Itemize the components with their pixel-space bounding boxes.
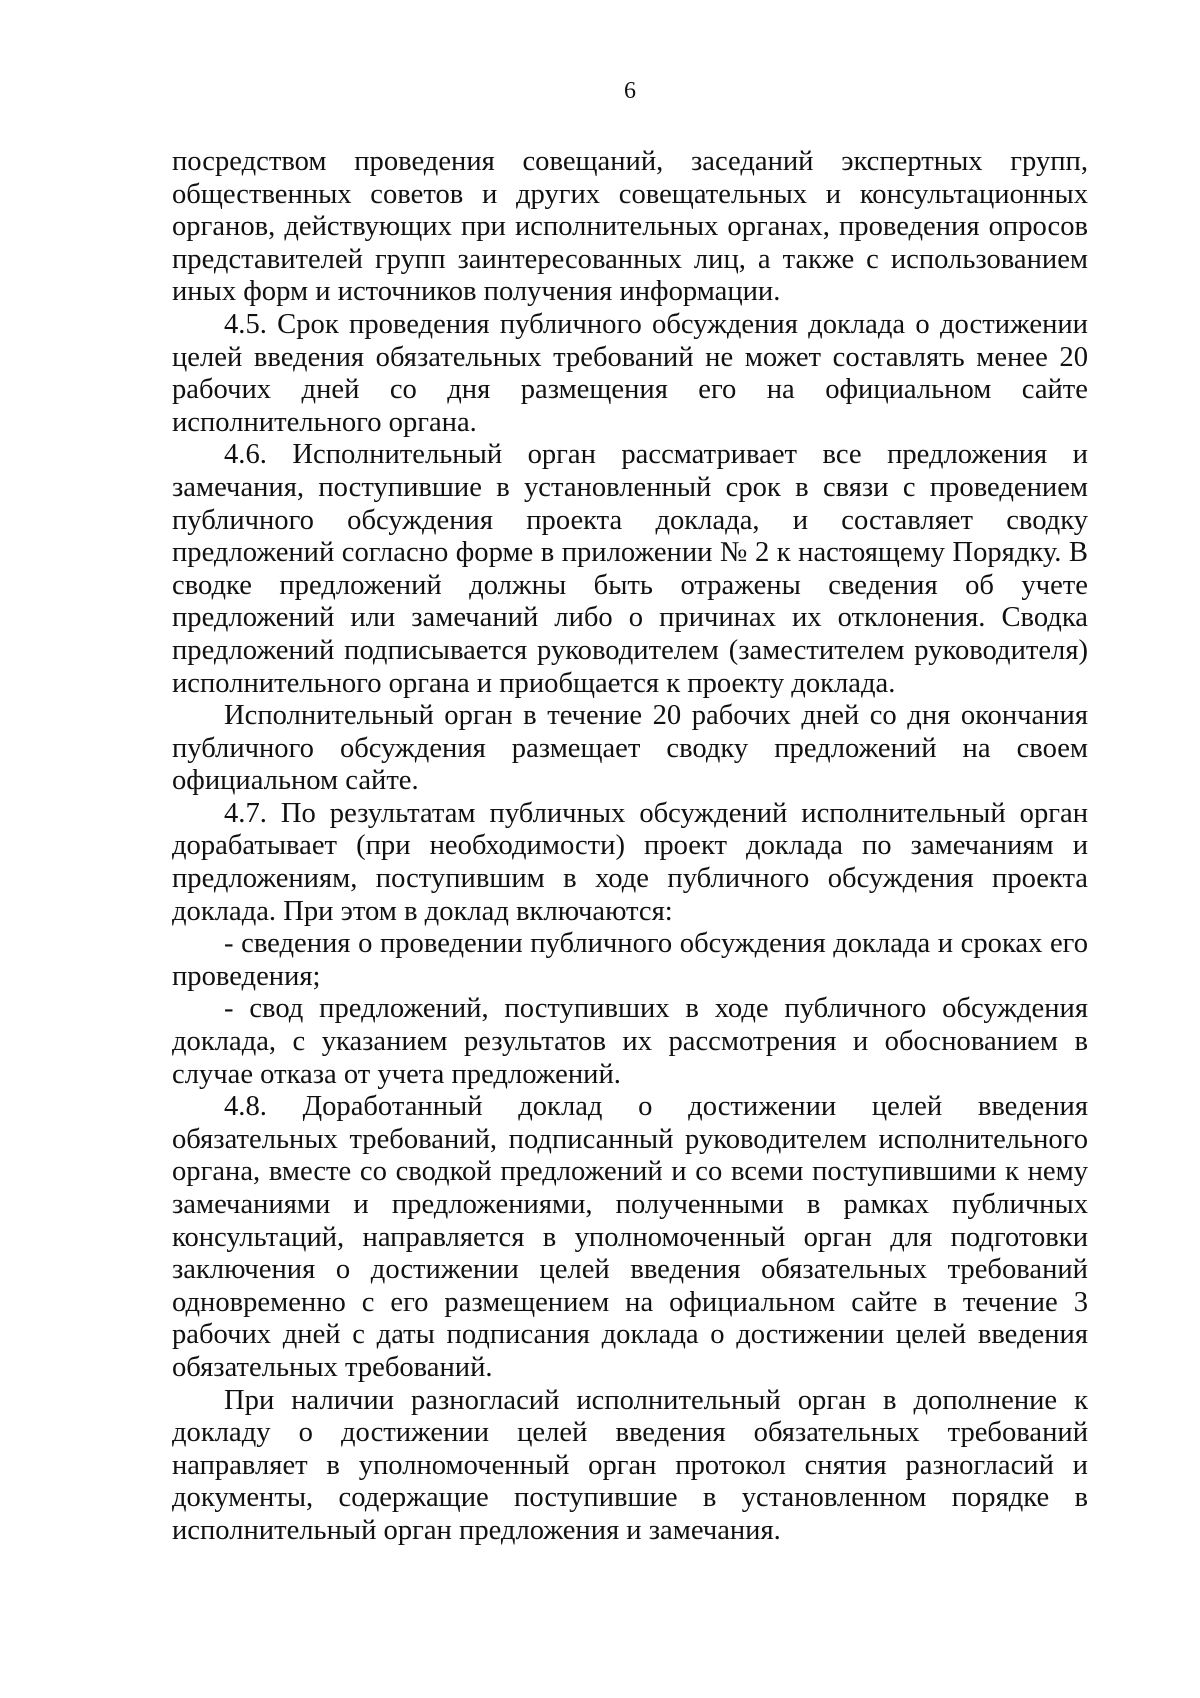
paragraph-4-7: 4.7. По результатам публичных обсуждений исполнительный орган дорабатывает (при необходимости) проект доклада по замечаниям и предложениям, поступившим в ходе публичного обсуждения проекта доклада. При этом в доклад включаются:: [172, 797, 1088, 927]
page-number: 6: [624, 78, 636, 104]
paragraph-4-8: 4.8. Доработанный доклад о достижении целей введения обязательных требований, подписанный руководителем исполнительного органа, вместе со сводкой предложений и со всеми поступившими к нему замечаниями и предложениями, полученными в рамках публичных консультаций, направляется в уполномоченный орган для подготовки заключения о достижении целей введения обязательных требований одновременно с его размещением на официальном сайте в течение 3 рабочих дней с даты подписания доклада о достижении целей введения обязательных требований.: [172, 1091, 1088, 1383]
list-item-discussion-info: - сведения о проведении публичного обсуждения доклада и сроках его проведения;: [172, 928, 1088, 992]
paragraph-4-6: 4.6. Исполнительный орган рассматривает все предложения и замечания, поступившие в установленный срок в связи с проведением публичного обсуждения проекта доклада, и составляет сводку предложений согласно форме в приложении № 2 к настоящему Порядку. В сводке предложений должны быть отражены сведения об учете предложений или замечаний либо о причинах их отклонения. Сводка предложений подписывается руководителем (заместителем руководителя) исполнительного органа и приобщается к проекту доклада.: [172, 439, 1088, 699]
document-body: [172, 146, 1088, 1548]
paragraph-disagreements: При наличии разногласий исполнительный орган в дополнение к докладу о достижении целей введения обязательных требований направляет в уполномоченный орган протокол снятия разногласий и документы, содержащие поступившие в установленном порядке в исполнительный орган предложения и замечания.: [172, 1384, 1088, 1546]
paragraph-summary-publication: Исполнительный орган в течение 20 рабочих дней со дня окончания публичного обсуждения размещает сводку предложений на своем официальном сайте.: [172, 700, 1088, 797]
paragraph-continuation: посредством проведения совещаний, заседаний экспертных групп, общественных советов и других совещательных и консультационных органов, действующих при исполнительных органах, проведения опросов представителей групп заинтересованных лиц, а также с использованием иных форм и источников получения информации.: [172, 146, 1088, 308]
paragraph-4-5: 4.5. Срок проведения публичного обсуждения доклада о достижении целей введения обязательных требований не может составлять менее 20 рабочих дней со дня размещения его на официальном сайте исполнительного органа.: [172, 308, 1088, 438]
list-item-proposals-summary: - свод предложений, поступивших в ходе публичного обсуждения доклада, с указанием результатов их рассмотрения и обоснованием в случае отказа от учета предложений.: [172, 993, 1088, 1090]
